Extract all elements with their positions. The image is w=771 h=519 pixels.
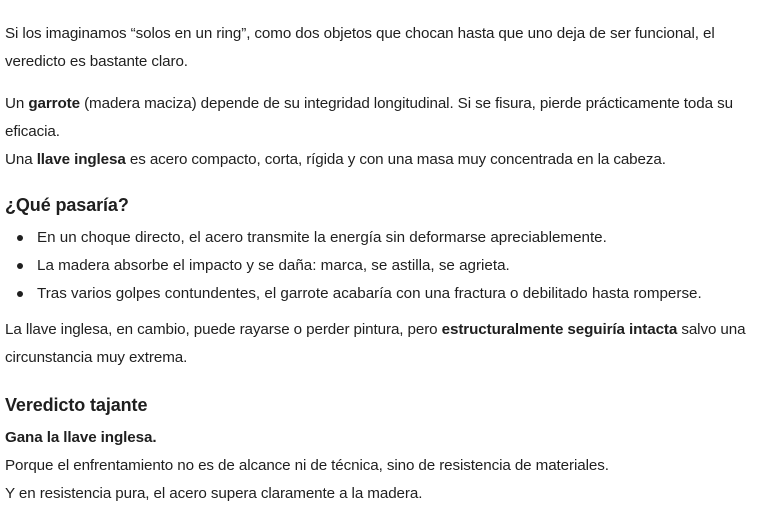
comparison-paragraph — [5, 316, 771, 372]
list-item-text: La madera absorbe el impacto y se daña: marca, se astilla, se agrieta. — [37, 257, 510, 274]
comparison-pre: La llave inglesa, en cambio, puede rayarse o perder pintura, pero — [5, 321, 442, 338]
verdict-line-1: Porque el enfrentamiento no es de alcance ni de técnica, sino de resistencia de materiales. — [5, 457, 609, 474]
bullet-icon — [17, 235, 23, 241]
llave-paragraph — [5, 146, 771, 174]
bullet-icon — [17, 291, 23, 297]
section-heading-que-pasaria: ¿Qué pasaría? — [5, 195, 129, 215]
comparison-bold: estructuralmente seguiría intacta — [441, 321, 678, 338]
list-item-text: En un choque directo, el acero transmite la energía sin deformarse apreciablemente. — [37, 229, 607, 246]
comparison-post: salvo una circunstancia muy extrema. — [5, 321, 746, 366]
garrote-post: (madera maciza) depende de su integridad longitudinal. Si se fisura, pierde prácticamente toda su eficacia. — [5, 95, 733, 140]
section-heading-veredicto: Veredicto tajante — [5, 395, 148, 415]
garrote-paragraph — [5, 90, 771, 146]
llave-bold: llave inglesa — [36, 151, 126, 168]
llave-pre: Una — [5, 151, 37, 168]
garrote-pre: Un — [5, 95, 29, 112]
intro-paragraph: Si los imaginamos “solos en un ring”, como dos objetos que chocan hasta que uno deja de ser funcional, el veredicto es bastante claro. — [5, 25, 715, 70]
verdict-line-2: Y en resistencia pura, el acero supera claramente a la madera. — [5, 485, 423, 502]
verdict-winner-bold: Gana la llave inglesa. — [5, 429, 157, 446]
bullet-list — [5, 224, 771, 308]
llave-post: es acero compacto, corta, rígida y con una masa muy concentrada en la cabeza. — [125, 151, 666, 168]
list-item — [37, 252, 771, 280]
bullet-icon — [17, 263, 23, 269]
garrote-bold: garrote — [28, 95, 80, 112]
list-item — [37, 224, 771, 252]
verdict-winner — [5, 424, 771, 452]
list-item-text: Tras varios golpes contundentes, el garrote acabaría con una fractura o debilitado hasta romperse. — [37, 285, 702, 302]
list-item — [37, 280, 771, 308]
